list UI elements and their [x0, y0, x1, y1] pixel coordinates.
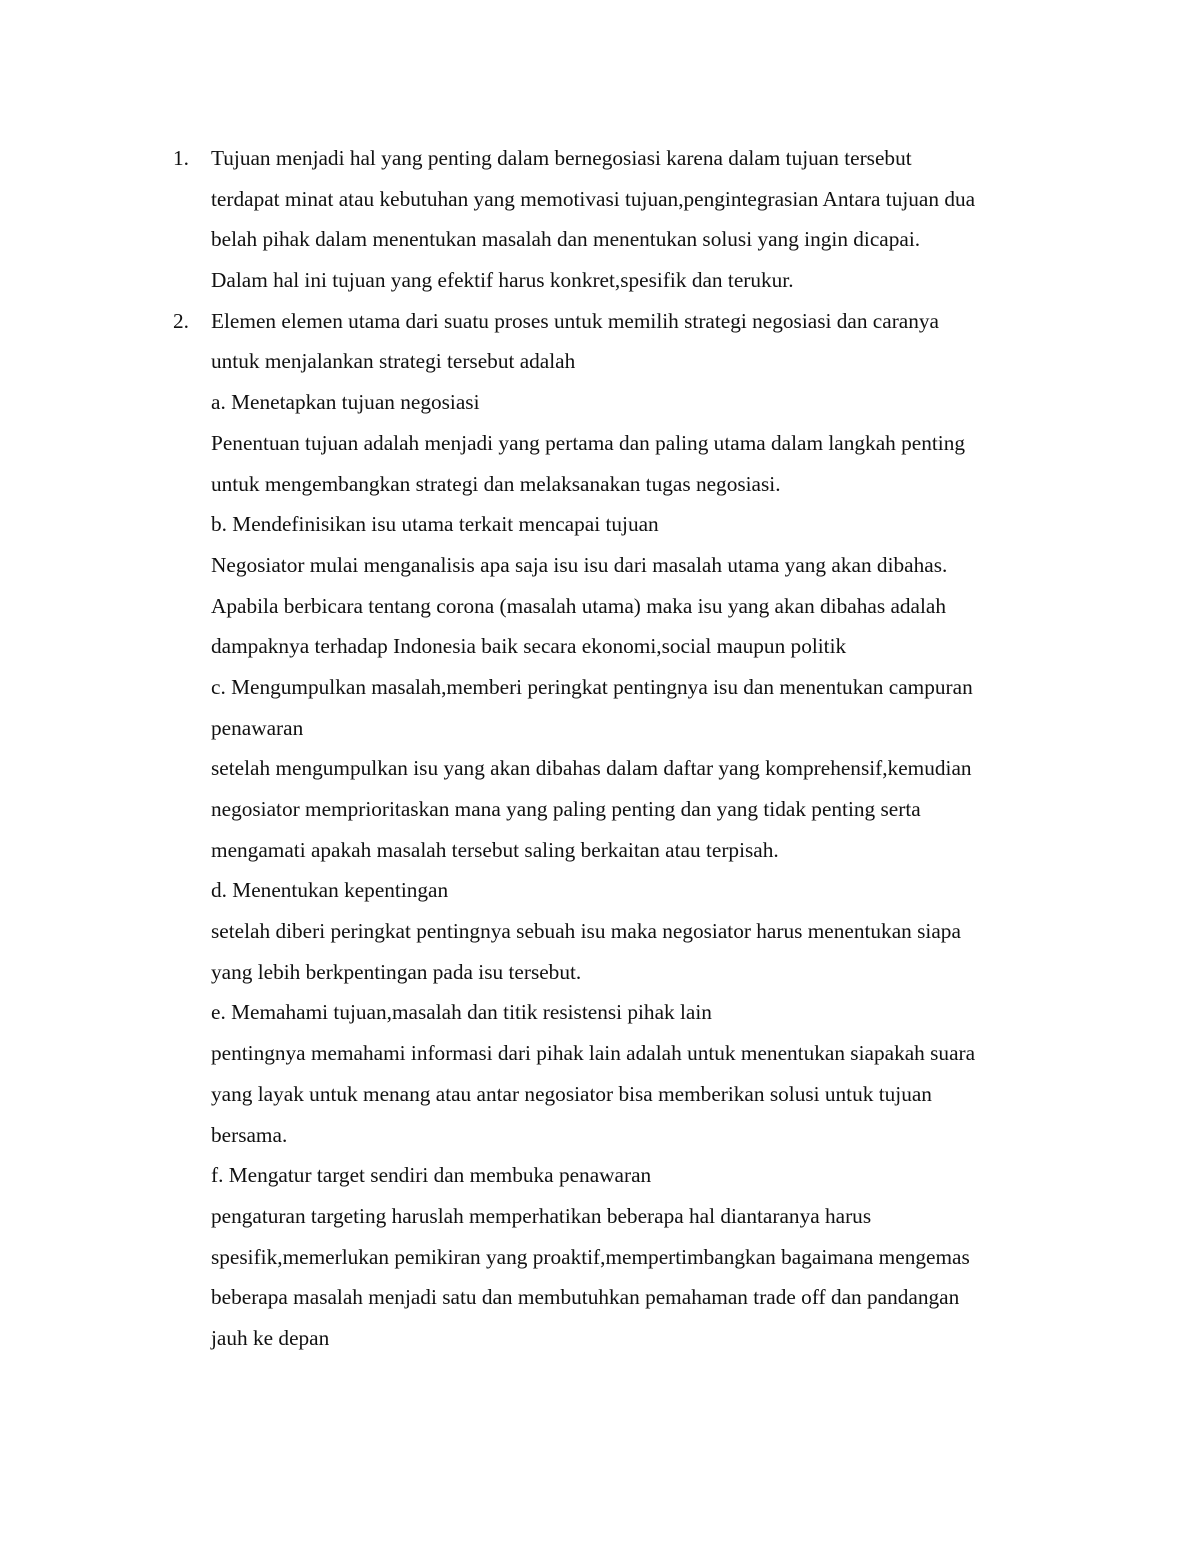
- sub-heading-text: d. Menentukan kepentingan: [211, 878, 449, 903]
- paragraph-text: Apabila berbicara tentang corona (masalah utama) maka isu yang akan dibahas adalah: [211, 593, 947, 618]
- paragraph-text: Penentuan tujuan adalah menjadi yang pertama dan paling utama dalam langkah penting: [211, 430, 966, 455]
- paragraph-line: [0, 545, 1200, 586]
- document-body: [0, 138, 1200, 1359]
- sub-heading-text: f. Mengatur target sendiri dan membuka penawaran: [211, 1163, 652, 1188]
- list-item-text: Elemen elemen utama dari suatu proses untuk memilih strategi negosiasi dan caranya: [211, 308, 940, 333]
- list-number-2: 2.: [173, 308, 189, 333]
- sub-heading-a: [0, 382, 1200, 423]
- paragraph-text: mengamati apakah masalah tersebut saling berkaitan atau terpisah.: [211, 837, 779, 862]
- paragraph-text: untuk mengembangkan strategi dan melaksanakan tugas negosiasi.: [211, 471, 781, 496]
- paragraph-text: setelah diberi peringkat pentingnya sebuah isu maka negosiator harus menentukan siapa: [211, 919, 961, 944]
- paragraph-line: [0, 586, 1200, 627]
- sub-heading-text: c. Mengumpulkan masalah,memberi peringkat pentingnya isu dan menentukan campuran: [211, 674, 973, 699]
- paragraph-line: [0, 1237, 1200, 1278]
- paragraph-text: setelah mengumpulkan isu yang akan dibahas dalam daftar yang komprehensif,kemudian: [211, 756, 972, 781]
- list-item-1-line-3: [0, 219, 1200, 260]
- sub-heading-c-continued: [0, 708, 1200, 749]
- paragraph-line: [0, 830, 1200, 871]
- paragraph-text: bersama.: [211, 1122, 288, 1147]
- sub-heading-text: penawaran: [211, 715, 304, 740]
- paragraph-line: [0, 911, 1200, 952]
- sub-heading-f: [0, 1155, 1200, 1196]
- list-item-1-line-1: [0, 138, 1200, 179]
- list-item-2-line-1: [0, 301, 1200, 342]
- sub-heading-d: [0, 870, 1200, 911]
- paragraph-line: [0, 464, 1200, 505]
- paragraph-text: beberapa masalah menjadi satu dan membutuhkan pemahaman trade off dan pandangan: [211, 1285, 960, 1310]
- sub-heading-text: a. Menetapkan tujuan negosiasi: [211, 390, 480, 415]
- paragraph-text: negosiator memprioritaskan mana yang paling penting dan yang tidak penting serta: [211, 797, 921, 821]
- sub-heading-c: [0, 667, 1200, 708]
- sub-heading-b: [0, 504, 1200, 545]
- paragraph-text: spesifik,memerlukan pemikiran yang proaktif,mempertimbangkan bagaimana mengemas: [211, 1244, 970, 1269]
- list-item-text: Dalam hal ini tujuan yang efektif harus konkret,spesifik dan terukur.: [211, 268, 794, 293]
- list-item-1-line-4: [0, 260, 1200, 301]
- list-number-1: 1.: [173, 146, 189, 170]
- paragraph-line: [0, 423, 1200, 464]
- list-item-text: terdapat minat atau kebutuhan yang memotivasi tujuan,pengintegrasian Antara tujuan dua: [211, 186, 976, 211]
- paragraph-text: yang lebih berkpentingan pada isu tersebut.: [211, 959, 582, 984]
- paragraph-text: dampaknya terhadap Indonesia baik secara ekonomi,social maupun politik: [211, 634, 847, 659]
- paragraph-line: [0, 1318, 1200, 1359]
- list-item-text: belah pihak dalam menentukan masalah dan menentukan solusi yang ingin dicapai.: [211, 227, 921, 252]
- list-item-text: Tujuan menjadi hal yang penting dalam bernegosiasi karena dalam tujuan tersebut: [211, 146, 912, 170]
- paragraph-text: yang layak untuk menang atau antar negosiator bisa memberikan solusi untuk tujuan: [211, 1081, 932, 1106]
- paragraph-text: Negosiator mulai menganalisis apa saja isu isu dari masalah utama yang akan dibahas.: [211, 552, 948, 577]
- paragraph-line: [0, 789, 1200, 830]
- paragraph-line: [0, 1115, 1200, 1156]
- paragraph-line: [0, 1277, 1200, 1318]
- paragraph-line: [0, 1196, 1200, 1237]
- paragraph-text: pengaturan targeting haruslah memperhatikan beberapa hal diantaranya harus: [211, 1203, 872, 1228]
- paragraph-text: pentingnya memahami informasi dari pihak lain adalah untuk menentukan siapakah suara: [211, 1041, 976, 1066]
- paragraph-line: [0, 952, 1200, 993]
- paragraph-line: [0, 626, 1200, 667]
- sub-heading-e: [0, 992, 1200, 1033]
- paragraph-line: [0, 1074, 1200, 1115]
- list-item-text: untuk menjalankan strategi tersebut adalah: [211, 349, 576, 374]
- list-item-2-line-2: [0, 341, 1200, 382]
- paragraph-text: jauh ke depan: [211, 1325, 330, 1350]
- sub-heading-text: b. Mendefinisikan isu utama terkait mencapai tujuan: [211, 512, 659, 537]
- list-item-1-line-2: [0, 179, 1200, 220]
- paragraph-line: [0, 748, 1200, 789]
- paragraph-line: [0, 1033, 1200, 1074]
- sub-heading-text: e. Memahami tujuan,masalah dan titik resistensi pihak lain: [211, 1000, 712, 1025]
